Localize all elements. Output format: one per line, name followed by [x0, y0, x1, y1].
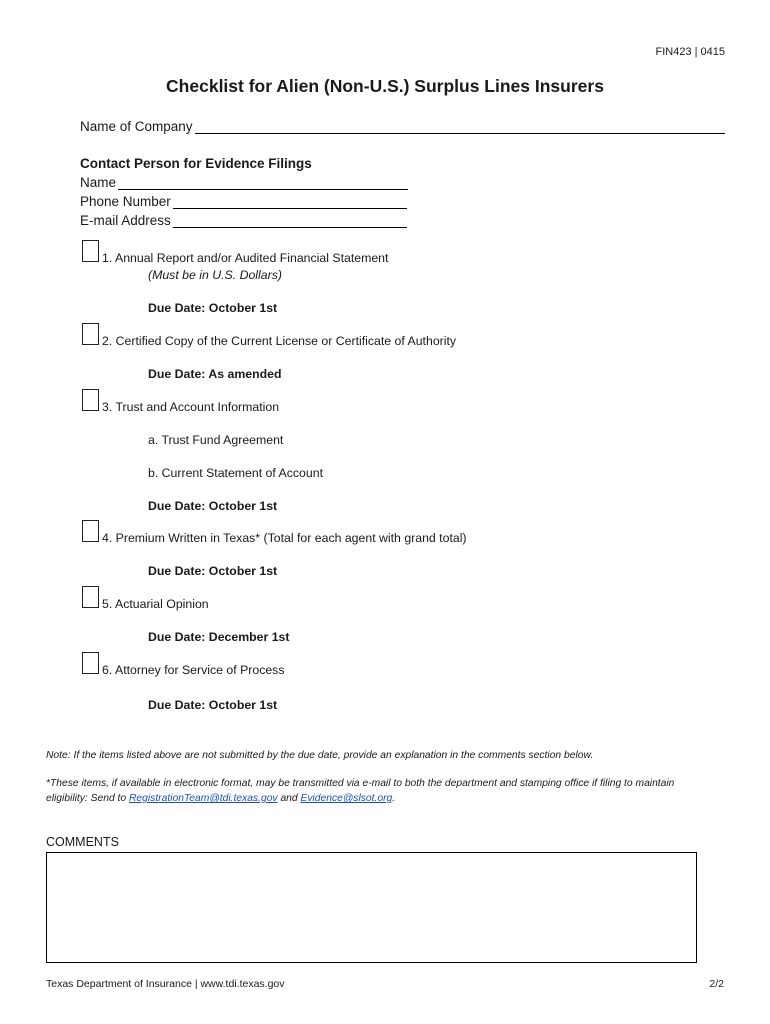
electronic-note-line-1: *These items, if available in electronic format, may be transmitted via e-mail to both the department and stamping office if filing to maintain: [46, 778, 675, 789]
contact-email-label: E-mail Address: [80, 213, 171, 228]
item-4-due-date: Due Date: October 1st: [148, 564, 278, 578]
comments-box[interactable]: [46, 852, 697, 963]
form-code: FIN423 | 0415: [655, 46, 725, 58]
contact-phone-label: Phone Number: [80, 194, 171, 209]
company-name-label: Name of Company: [80, 119, 193, 134]
item-4-label: 4. Premium Written in Texas* (Total for each agent with grand total): [102, 531, 467, 545]
electronic-note-end: .: [392, 793, 396, 804]
contact-email-row: [80, 213, 407, 228]
checkbox-item-4[interactable]: [82, 520, 99, 542]
contact-name-label: Name: [80, 175, 117, 190]
checkbox-item-6[interactable]: [82, 652, 99, 674]
item-1-subnote: (Must be in U.S. Dollars): [148, 268, 282, 282]
contact-name-field[interactable]: [118, 176, 408, 190]
item-1-label: 1. Annual Report and/or Audited Financial Statement: [102, 251, 389, 265]
item-3-due-date: Due Date: October 1st: [148, 499, 278, 513]
item-3-subitem-a: a. Trust Fund Agreement: [148, 433, 284, 447]
footer-agency: Texas Department of Insurance | www.tdi.texas.gov: [46, 978, 285, 990]
item-2-label: 2. Certified Copy of the Current License or Certificate of Authority: [102, 334, 457, 348]
item-6-due-date: Due Date: October 1st: [148, 698, 278, 712]
item-2-due-date: Due Date: As amended: [148, 367, 282, 381]
checkbox-item-1[interactable]: [82, 240, 99, 262]
comments-label: COMMENTS: [46, 835, 119, 849]
electronic-note-line-2: [46, 793, 395, 804]
company-name-field[interactable]: [195, 120, 725, 134]
item-3-subitem-b: b. Current Statement of Account: [148, 466, 323, 480]
page-title: Checklist for Alien (Non-U.S.) Surplus Lines Insurers: [166, 76, 604, 96]
electronic-note-prefix: eligibility: Send to: [46, 793, 129, 804]
page-number: 2/2: [709, 978, 724, 990]
contact-phone-row: [80, 194, 407, 209]
due-date-note: Note: If the items listed above are not submitted by the due date, provide an explanation in the comments section below.: [46, 750, 594, 761]
registration-email-link[interactable]: RegistrationTeam@tdi.texas.gov: [129, 793, 278, 804]
contact-name-row: [80, 175, 408, 190]
item-1-due-date: Due Date: October 1st: [148, 301, 278, 315]
item-6-label: 6. Attorney for Service of Process: [102, 663, 285, 677]
item-3-label: 3. Trust and Account Information: [102, 400, 280, 414]
checkbox-item-3[interactable]: [82, 389, 99, 411]
contact-heading: Contact Person for Evidence Filings: [80, 156, 312, 171]
contact-email-field[interactable]: [173, 214, 407, 228]
item-5-due-date: Due Date: December 1st: [148, 630, 290, 644]
contact-phone-field[interactable]: [173, 195, 407, 209]
checkbox-item-5[interactable]: [82, 586, 99, 608]
company-name-row: [80, 119, 725, 134]
checkbox-item-2[interactable]: [82, 323, 99, 345]
item-5-label: 5. Actuarial Opinion: [102, 597, 209, 611]
electronic-note-and: and: [277, 793, 301, 804]
evidence-email-link[interactable]: Evidence@slsot.org: [300, 793, 393, 804]
